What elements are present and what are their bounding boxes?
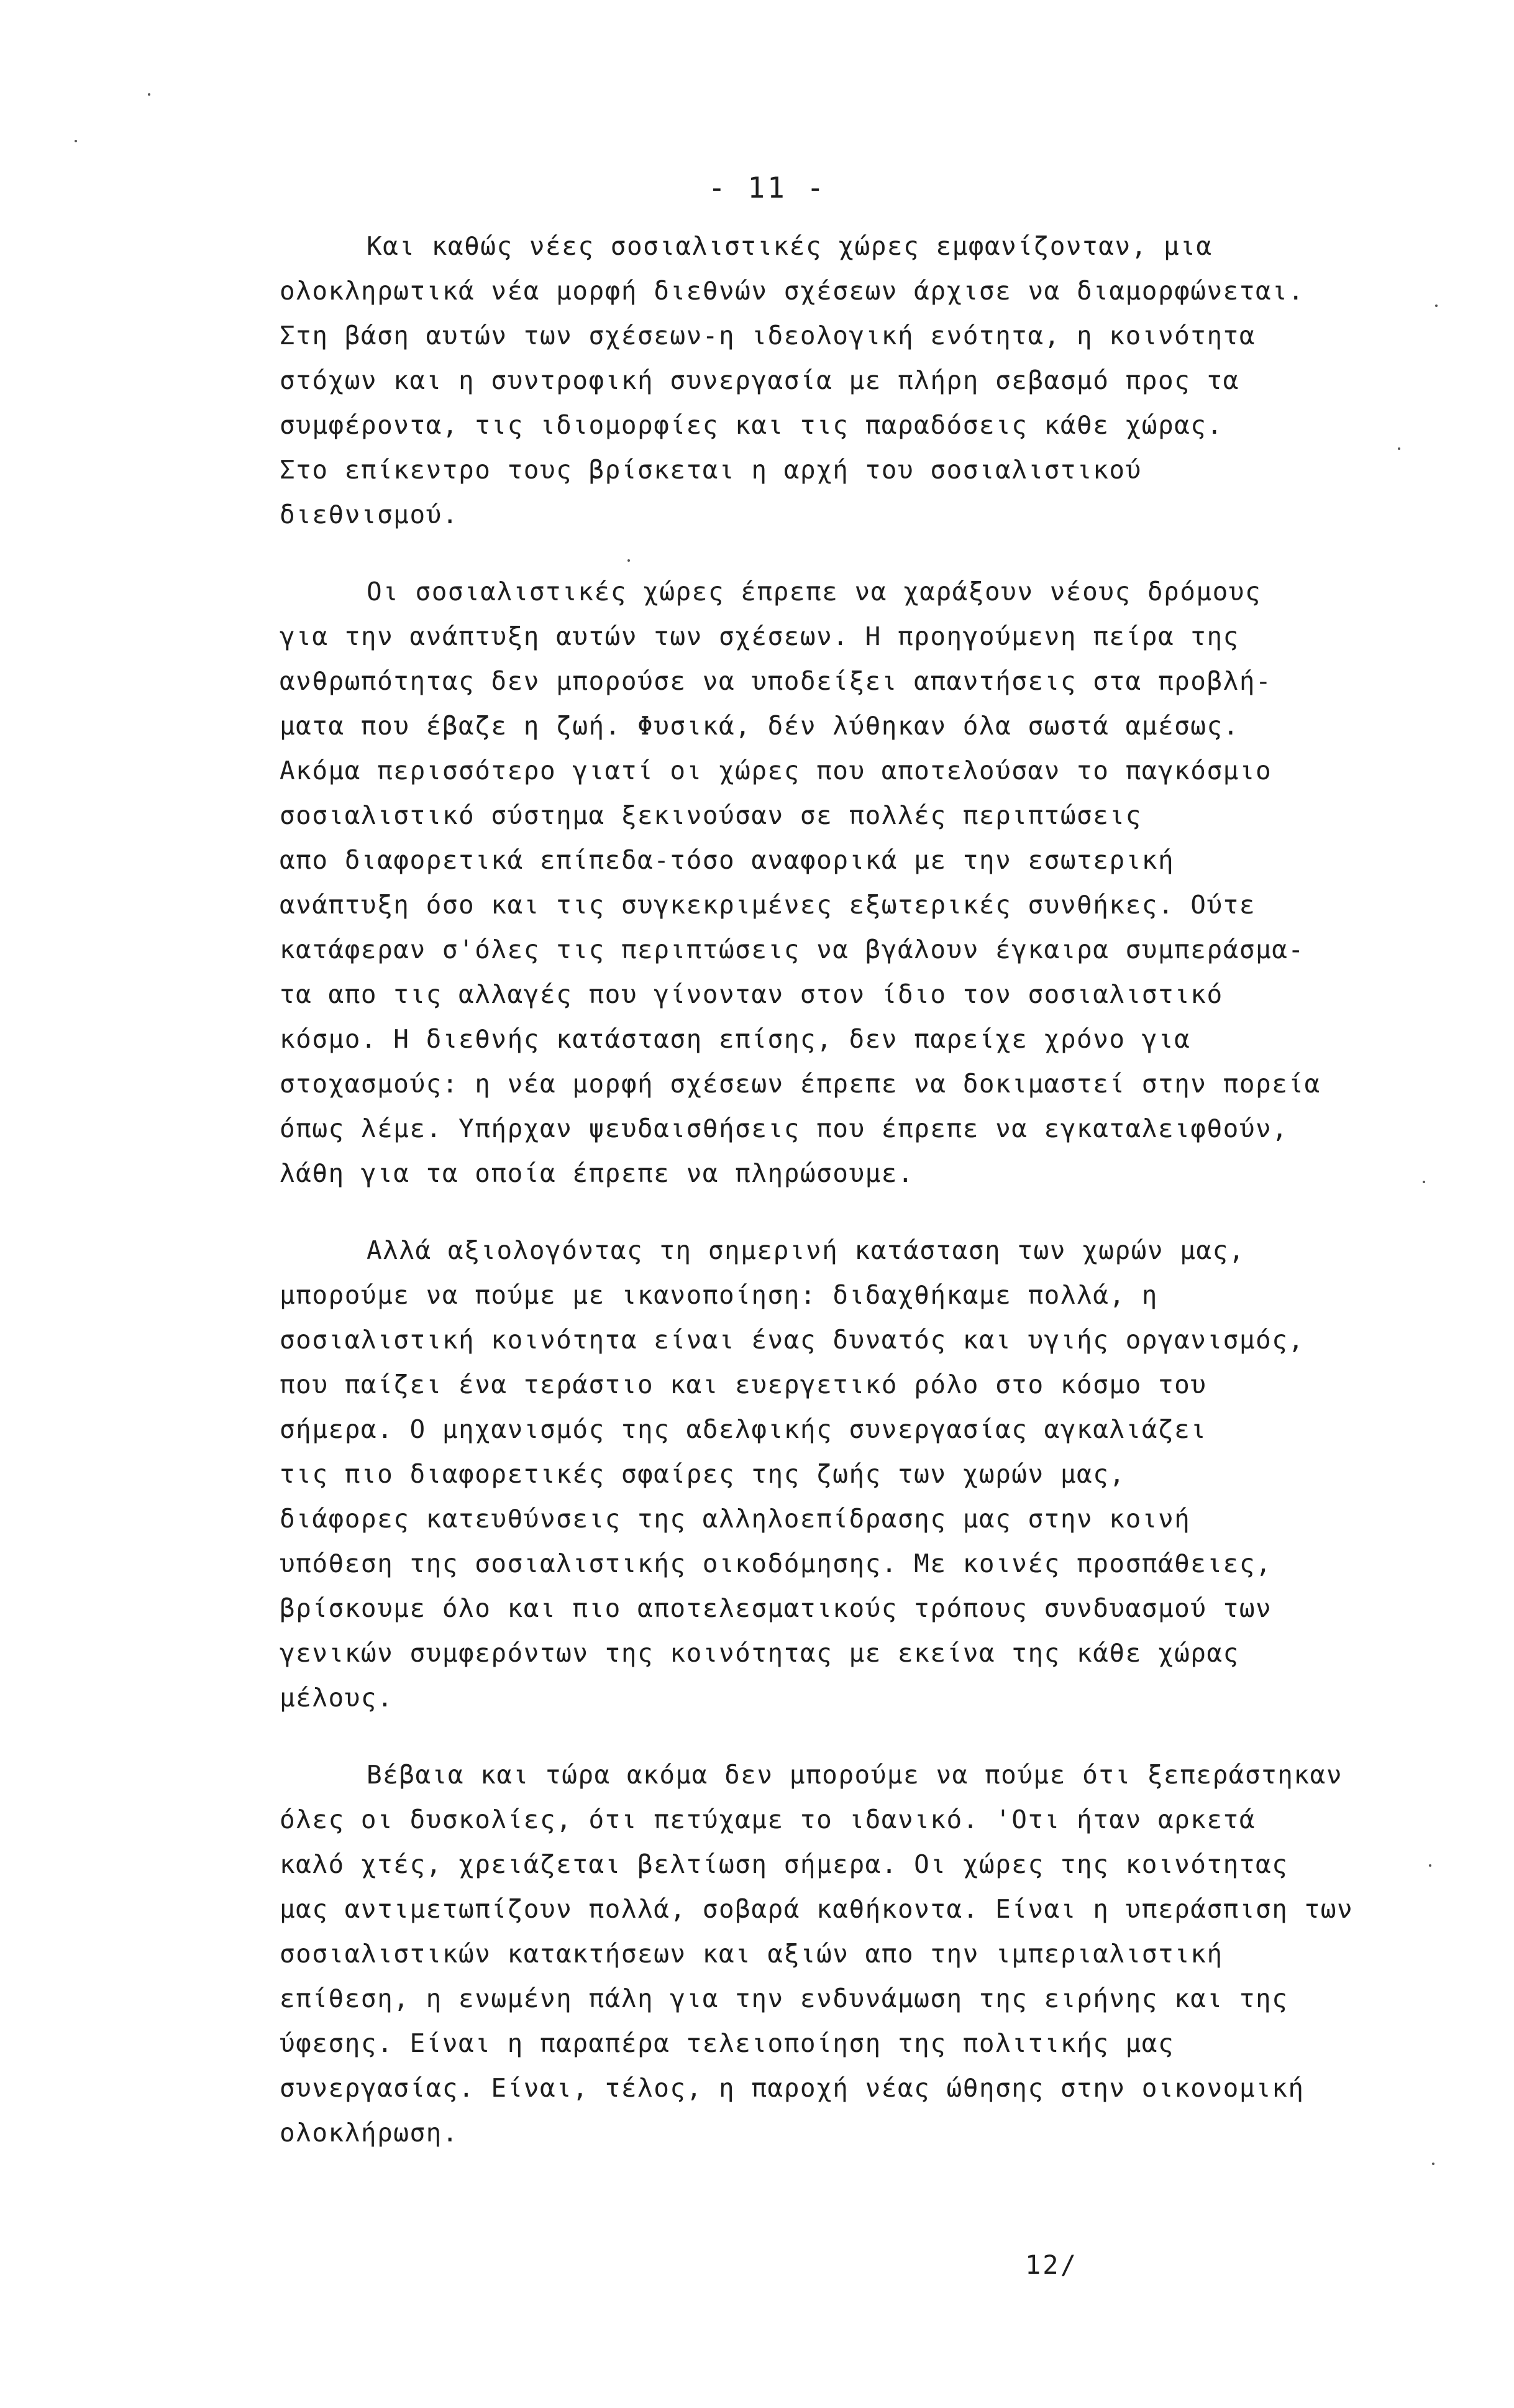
text-line: Αλλά αξιολογόντας τη σημερινή κατάσταση των χωρών μας, bbox=[367, 1235, 1245, 1265]
scan-speck bbox=[148, 93, 150, 96]
text-line: όλες οι δυσκολίες, ότι πετύχαμε το ιδανικό. 'Οτι ήταν αρκετά bbox=[280, 1805, 1256, 1834]
text-line: όπως λέμε. Υπήρχαν ψευδαισθήσεις που έπρεπε να εγκαταλειφθούν, bbox=[280, 1114, 1288, 1143]
text-line: κατάφεραν σ'όλες τις περιπτώσεις να βγάλουν έγκαιρα συμπεράσμα- bbox=[280, 935, 1305, 964]
paragraph-3 bbox=[280, 1228, 1460, 1720]
scan-speck bbox=[627, 559, 630, 562]
text-line: μέλους. bbox=[280, 1683, 394, 1713]
text-line: καλό χτές, χρειάζεται βελτίωση σήμερα. Οι χώρες της κοινότητας bbox=[280, 1849, 1288, 1879]
text-line: σήμερα. Ο μηχανισμός της αδελφικής συνεργασίας αγκαλιάζει bbox=[280, 1414, 1207, 1444]
text-line: ανθρωπότητας δεν μπορούσε να υποδείξει απαντήσεις στα προβλή- bbox=[280, 666, 1272, 696]
text-line: Βέβαια και τώρα ακόμα δεν μπορούμε να πούμε ότι ξεπεράστηκαν bbox=[367, 1760, 1343, 1790]
text-line: υπόθεση της σοσιαλιστικής οικοδόμησης. Με κοινές προσπάθειες, bbox=[280, 1549, 1272, 1578]
scan-speck bbox=[75, 140, 77, 142]
text-line: τις πιο διαφορετικές σφαίρες της ζωής των χωρών μας, bbox=[280, 1459, 1126, 1489]
text-line: επίθεση, η ενωμένη πάλη για την ενδυνάμωση της ειρήνης και της bbox=[280, 1984, 1288, 2013]
scan-speck bbox=[1423, 1181, 1425, 1183]
text-line: ολοκλήρωση. bbox=[280, 2118, 459, 2148]
text-line: λάθη για τα οποία έπρεπε να πληρώσουμε. bbox=[280, 1158, 914, 1188]
text-line: ολοκληρωτικά νέα μορφή διεθνών σχέσεων άρχισε να διαμορφώνεται. bbox=[280, 276, 1305, 306]
text-line: σοσιαλιστικό σύστημα ξεκινούσαν σε πολλές περιπτώσεις bbox=[280, 800, 1142, 830]
text-line: ύφεσης. Είναι η παραπέρα τελειοποίηση της πολιτικής μας bbox=[280, 2028, 1175, 2058]
text-line: μπορούμε να πούμε με ικανοποίηση: διδαχθήκαμε πολλά, η bbox=[280, 1280, 1158, 1310]
text-line: μας αντιμετωπίζουν πολλά, σοβαρά καθήκοντα. Είναι η υπεράσπιση των bbox=[280, 1894, 1354, 1924]
text-line: απο διαφορετικά επίπεδα-τόσο αναφορικά με την εσωτερική bbox=[280, 845, 1175, 875]
text-line: σοσιαλιστική κοινότητα είναι ένας δυνατός και υγιής οργανισμός, bbox=[280, 1325, 1305, 1355]
text-line: διάφορες κατευθύνσεις της αλληλοεπίδρασης μας στην κοινή bbox=[280, 1504, 1191, 1534]
text-line: σοσιαλιστικών κατακτήσεων και αξιών απο την ιμπεριαλιστική bbox=[280, 1939, 1223, 1969]
text-line: τα απο τις αλλαγές που γίνονταν στον ίδιο τον σοσιαλιστικό bbox=[280, 979, 1223, 1009]
page-number: - 11 - bbox=[708, 171, 827, 204]
paragraph-4 bbox=[280, 1752, 1460, 2155]
text-line: κόσμο. Η διεθνής κατάσταση επίσης, δεν παρείχε χρόνο για bbox=[280, 1024, 1191, 1054]
text-line: Και καθώς νέες σοσιαλιστικές χώρες εμφανίζονταν, μια bbox=[367, 231, 1213, 261]
text-line: ματα που έβαζε η ζωή. Φυσικά, δέν λύθηκαν όλα σωστά αμέσως. bbox=[280, 711, 1239, 741]
document-body bbox=[280, 224, 1460, 2187]
continuation-marker: 12/ bbox=[1025, 2250, 1078, 2280]
text-line: για την ανάπτυξη αυτών των σχέσεων. Η προηγούμενη πείρα της bbox=[280, 621, 1239, 651]
text-line: συνεργασίας. Είναι, τέλος, η παροχή νέας ώθησης στην οικονομική bbox=[280, 2073, 1305, 2103]
text-line: συμφέροντα, τις ιδιομορφίες και τις παραδόσεις κάθε χώρας. bbox=[280, 410, 1223, 440]
text-line: στόχων και η συντροφική συνεργασία με πλήρη σεβασμό προς τα bbox=[280, 365, 1239, 395]
text-line: Ακόμα περισσότερο γιατί οι χώρες που αποτελούσαν το παγκόσμιο bbox=[280, 756, 1272, 785]
paragraph-1 bbox=[280, 224, 1460, 537]
text-line: βρίσκουμε όλο και πιο αποτελεσματικούς τρόπους συνδυασμού των bbox=[280, 1593, 1272, 1623]
scan-speck bbox=[1435, 304, 1438, 307]
text-line: Στο επίκεντρο τους βρίσκεται η αρχή του σοσιαλιστικού bbox=[280, 455, 1142, 485]
text-line: ανάπτυξη όσο και τις συγκεκριμένες εξωτερικές συνθήκες. Ούτε bbox=[280, 890, 1256, 920]
scan-speck bbox=[1429, 1864, 1431, 1867]
text-line: που παίζει ένα τεράστιο και ευεργετικό ρόλο στο κόσμο του bbox=[280, 1370, 1207, 1399]
text-line: Οι σοσιαλιστικές χώρες έπρεπε να χαράξουν νέους δρόμους bbox=[367, 577, 1262, 607]
paragraph-2 bbox=[280, 569, 1460, 1196]
text-line: διεθνισμού. bbox=[280, 500, 459, 529]
text-line: Στη βάση αυτών των σχέσεων-η ιδεολογική ενότητα, η κοινότητα bbox=[280, 321, 1256, 350]
text-line: στοχασμούς: η νέα μορφή σχέσεων έπρεπε να δοκιμαστεί στην πορεία bbox=[280, 1069, 1321, 1099]
scan-speck bbox=[1398, 447, 1400, 450]
scan-speck bbox=[1432, 2163, 1434, 2165]
text-line: γενικών συμφερόντων της κοινότητας με εκείνα της κάθε χώρας bbox=[280, 1638, 1239, 1668]
